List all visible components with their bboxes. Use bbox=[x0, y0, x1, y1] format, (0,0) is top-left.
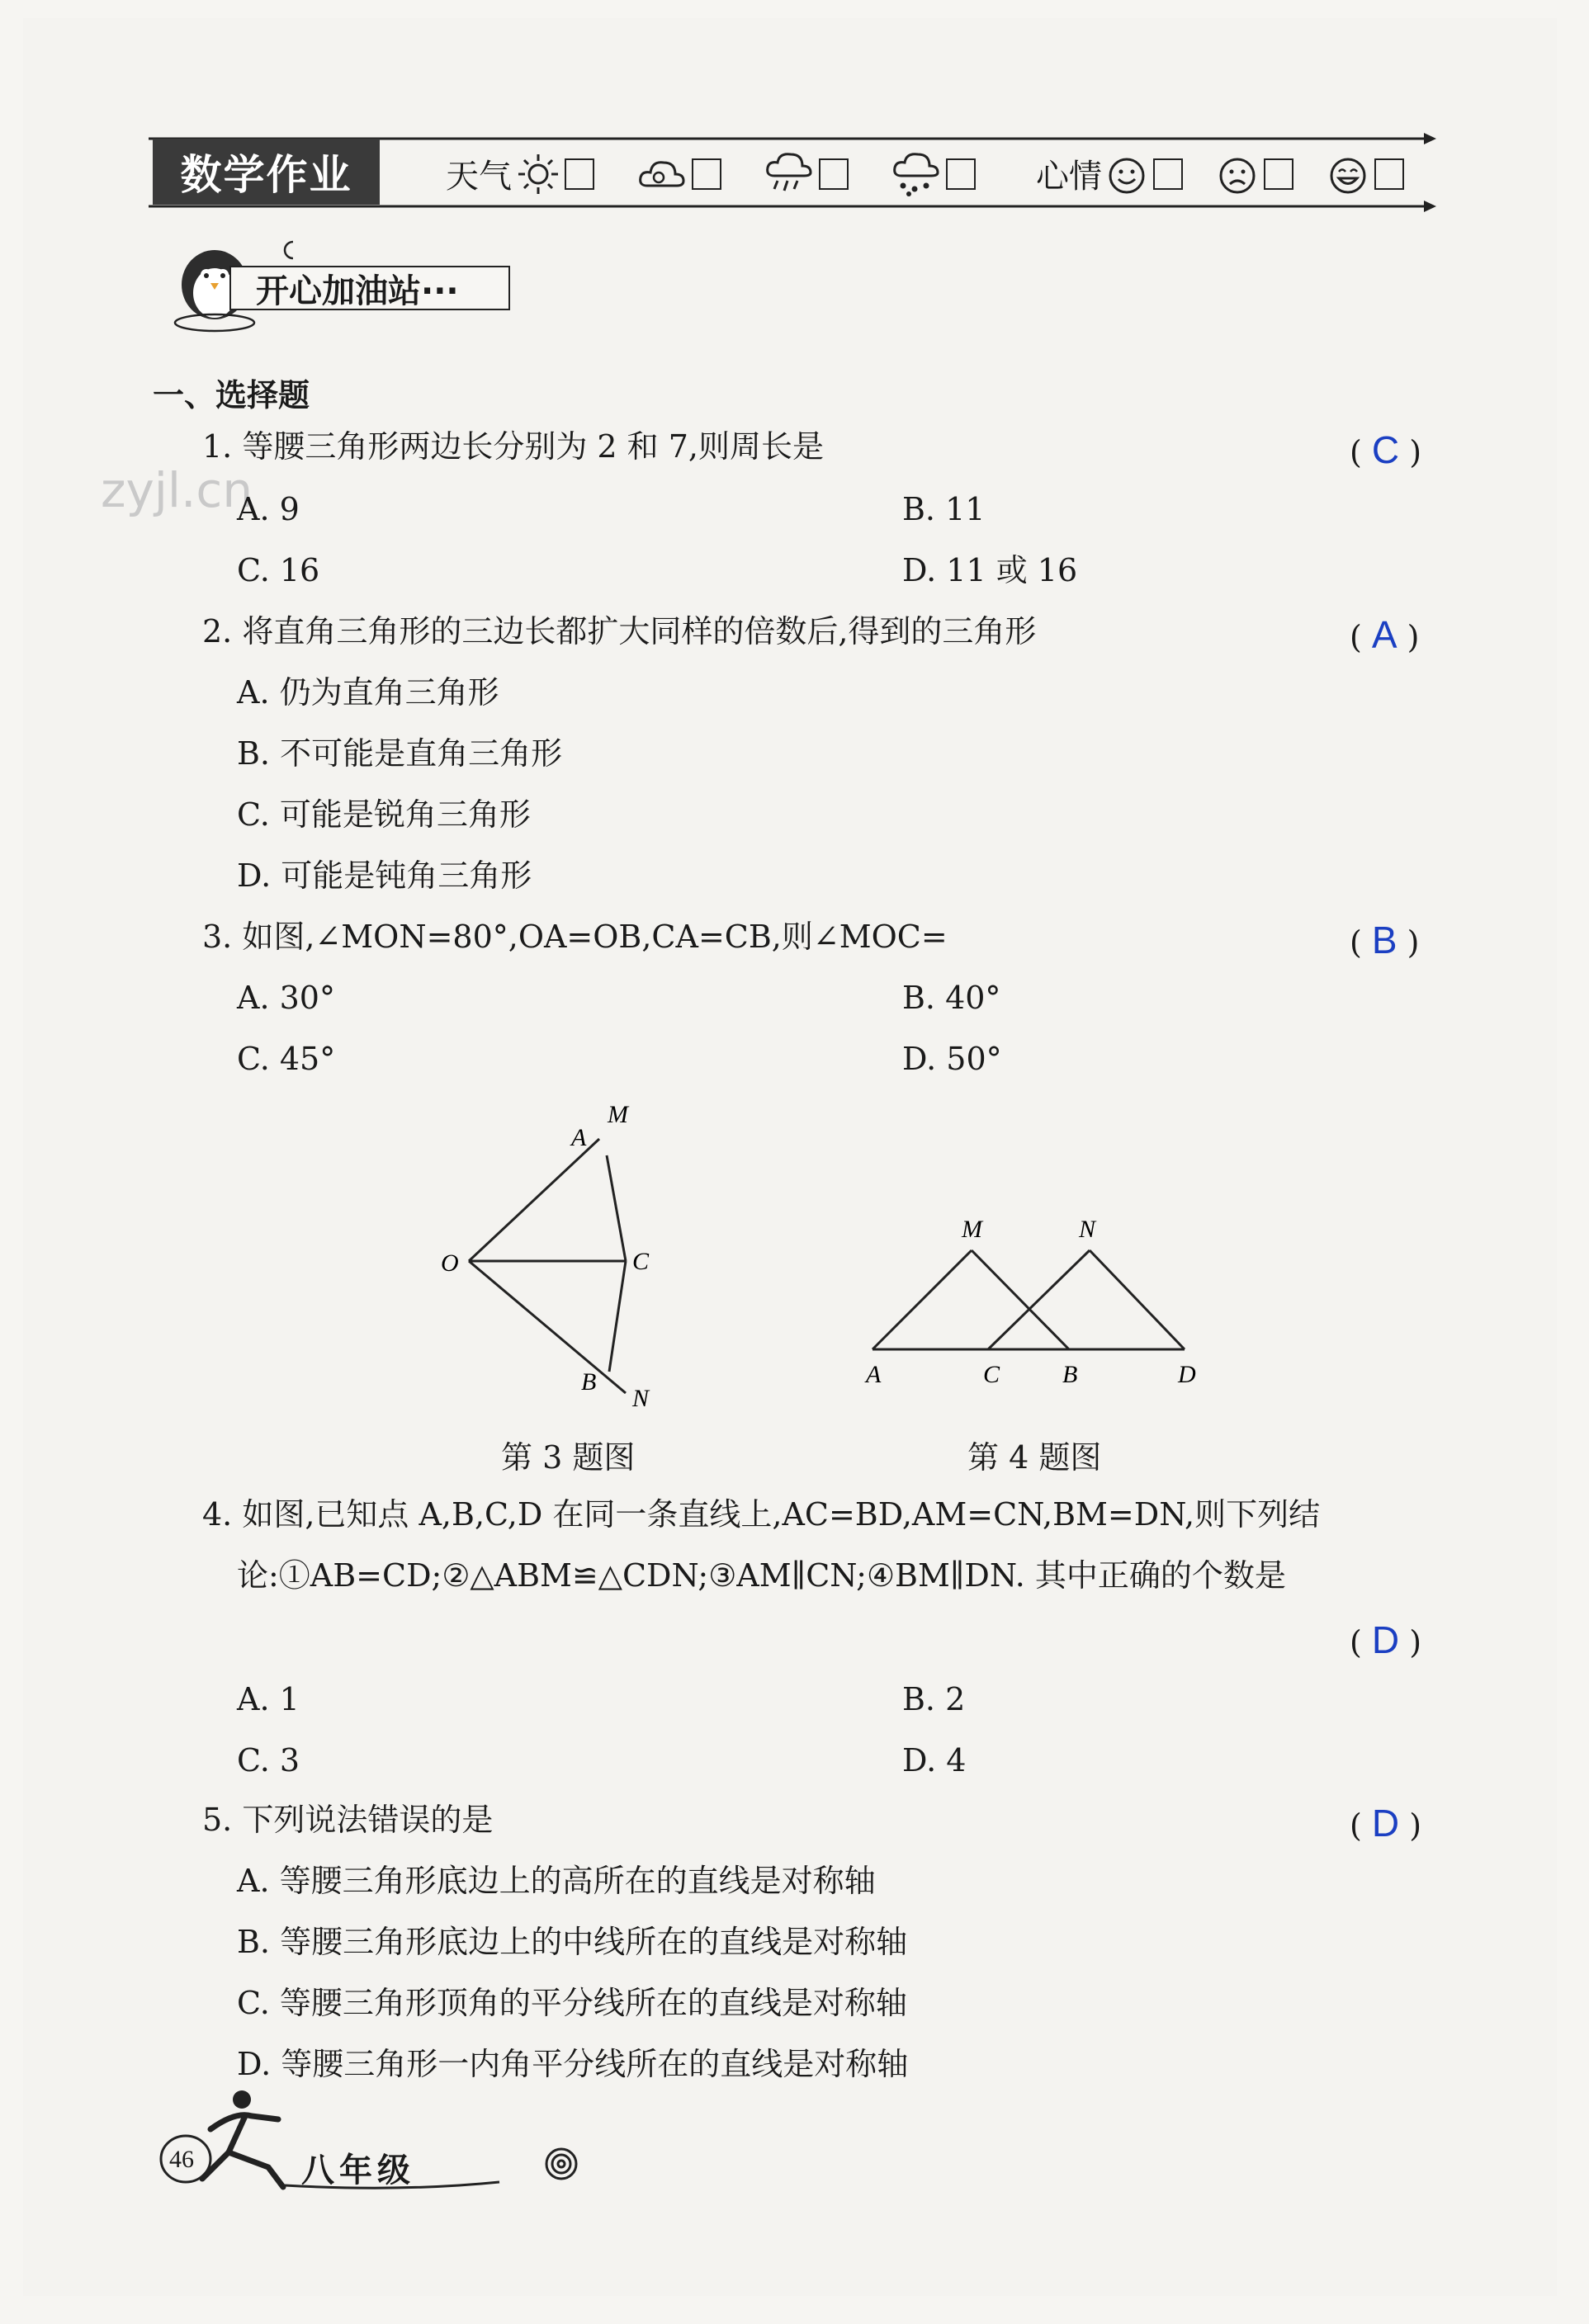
banner-box bbox=[229, 266, 510, 310]
option-a: A. 9 bbox=[237, 491, 300, 527]
option-d: D. 11 或 16 bbox=[902, 552, 1078, 588]
label-c: C bbox=[983, 1361, 1000, 1388]
label-b: B bbox=[581, 1368, 597, 1396]
question-stem: 5. 下列说法错误的是 bbox=[202, 1802, 494, 1838]
segment-mb bbox=[972, 1250, 1069, 1349]
answer-mark: C bbox=[1371, 428, 1400, 471]
label-o: O bbox=[441, 1249, 459, 1277]
section-title: 一、选择题 bbox=[153, 377, 310, 413]
answer-paren: ( A ) bbox=[1350, 613, 1420, 656]
cloud-icon[interactable] bbox=[637, 153, 687, 196]
answer-paren: ( B ) bbox=[1350, 919, 1420, 961]
runner-icon bbox=[202, 2090, 283, 2187]
answer-paren: ( D ) bbox=[1350, 1618, 1422, 1661]
weather-sunny-checkbox[interactable] bbox=[565, 158, 594, 190]
segment-cn bbox=[988, 1250, 1090, 1349]
option-c: C. 可能是锐角三角形 bbox=[237, 796, 531, 833]
option-a: A. 等腰三角形底边上的高所在的直线是对称轴 bbox=[237, 1863, 876, 1899]
figure-3 bbox=[429, 1089, 677, 1419]
segment-ac bbox=[607, 1155, 626, 1261]
sad-face-icon[interactable] bbox=[1218, 151, 1259, 197]
answer-mark: B bbox=[1371, 919, 1397, 961]
segment-am bbox=[873, 1250, 972, 1349]
mood-smile-checkbox[interactable] bbox=[1153, 158, 1183, 190]
option-b: B. 40° bbox=[902, 980, 1001, 1016]
label-m: M bbox=[608, 1101, 628, 1128]
option-c: C. 3 bbox=[237, 1742, 300, 1778]
label-d: D bbox=[1178, 1361, 1196, 1388]
option-b: B. 2 bbox=[902, 1681, 966, 1717]
mood-label: 心情 bbox=[1036, 158, 1102, 196]
question-stem: 2. 将直角三角形的三边长都扩大同样的倍数后,得到的三角形 bbox=[202, 613, 1037, 649]
mood-sad-checkbox[interactable] bbox=[1264, 158, 1293, 190]
figure-4 bbox=[854, 1209, 1201, 1403]
segment-nd bbox=[1090, 1250, 1185, 1349]
option-c: C. 等腰三角形顶角的平分线所在的直线是对称轴 bbox=[237, 1985, 907, 2021]
option-b: B. 等腰三角形底边上的中线所在的直线是对称轴 bbox=[237, 1924, 908, 1960]
answer-paren: ( C ) bbox=[1350, 428, 1422, 471]
label-a: A bbox=[866, 1361, 882, 1388]
snow-icon[interactable] bbox=[891, 151, 941, 197]
ray-om bbox=[469, 1139, 599, 1261]
answer-mark: A bbox=[1371, 613, 1397, 656]
mood-group bbox=[1036, 150, 1404, 197]
option-d: D. 50° bbox=[902, 1041, 1002, 1077]
figure-4-caption: 第 4 题图 bbox=[967, 1439, 1102, 1476]
label-c: C bbox=[632, 1248, 650, 1275]
label-n: N bbox=[1079, 1216, 1096, 1243]
ray-on bbox=[469, 1261, 626, 1393]
label-a: A bbox=[571, 1124, 587, 1151]
sun-icon[interactable] bbox=[517, 153, 560, 196]
rain-icon[interactable] bbox=[764, 151, 814, 197]
page-number: 46 bbox=[169, 2146, 194, 2173]
option-b: B. 11 bbox=[902, 491, 986, 527]
option-c: C. 16 bbox=[237, 552, 320, 588]
option-a: A. 仍为直角三角形 bbox=[237, 674, 499, 711]
grade-label: 八年级 bbox=[301, 2152, 415, 2189]
mood-happy-checkbox[interactable] bbox=[1374, 158, 1404, 190]
answer-mark: D bbox=[1371, 1802, 1400, 1845]
happy-face-icon[interactable] bbox=[1328, 151, 1369, 197]
segment-cb bbox=[609, 1261, 626, 1372]
weather-rainy-checkbox[interactable] bbox=[819, 158, 849, 190]
weather-cloudy-checkbox[interactable] bbox=[692, 158, 721, 190]
banner-text: 开心加油站··· bbox=[256, 272, 459, 310]
option-c: C. 45° bbox=[237, 1041, 336, 1077]
option-b: B. 不可能是直角三角形 bbox=[237, 735, 563, 772]
header-title: 数学作业 bbox=[153, 139, 380, 205]
question-stem: 1. 等腰三角形两边长分别为 2 和 7,则周长是 bbox=[202, 428, 825, 465]
weather-snowy-checkbox[interactable] bbox=[946, 158, 976, 190]
option-a: A. 30° bbox=[237, 980, 335, 1016]
figure-3-caption: 第 3 题图 bbox=[501, 1439, 636, 1476]
spiral-icon bbox=[546, 2149, 576, 2179]
answer-paren: ( D ) bbox=[1350, 1802, 1422, 1845]
question-stem-line2: 论:①AB=CD;②△ABM≌△CDN;③AM∥CN;④BM∥DN. 其中正确的个数是 bbox=[237, 1557, 1286, 1594]
weather-group bbox=[446, 150, 976, 197]
option-d: D. 4 bbox=[902, 1742, 967, 1778]
option-d: D. 可能是钝角三角形 bbox=[237, 857, 532, 894]
question-stem: 3. 如图,∠MON=80°,OA=OB,CA=CB,则∠MOC= bbox=[202, 919, 948, 955]
label-b: B bbox=[1062, 1361, 1078, 1388]
question-stem-line1: 4. 如图,已知点 A,B,C,D 在同一条直线上,AC=BD,AM=CN,BM=DN,则下列结 bbox=[202, 1496, 1321, 1533]
weather-label: 天气 bbox=[446, 158, 512, 196]
smile-face-icon[interactable] bbox=[1107, 151, 1148, 197]
answer-mark: D bbox=[1371, 1618, 1400, 1661]
label-n: N bbox=[632, 1385, 650, 1412]
option-a: A. 1 bbox=[237, 1681, 300, 1717]
watermark: zyjl.cn bbox=[101, 462, 253, 518]
option-d: D. 等腰三角形一内角平分线所在的直线是对称轴 bbox=[237, 2046, 909, 2082]
label-m: M bbox=[962, 1216, 982, 1243]
